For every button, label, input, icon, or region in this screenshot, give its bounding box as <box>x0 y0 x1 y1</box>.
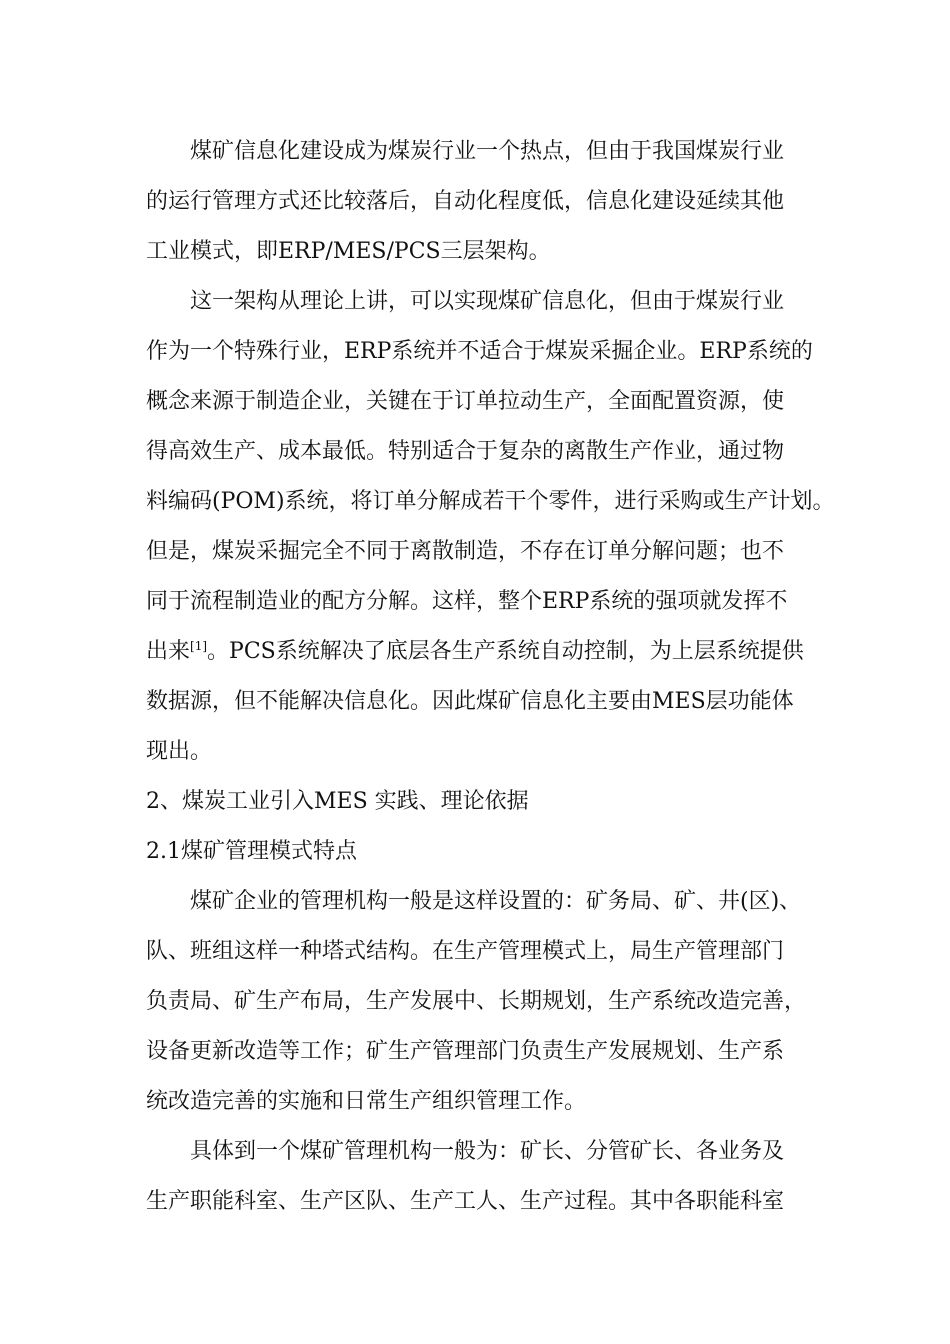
text-line-with-citation <box>146 630 811 680</box>
text-line: 同于流程制造业的配方分解。这样，整个ERP系统的强项就发挥不 <box>146 589 788 614</box>
subsection-heading: 2.1煤矿管理模式特点 <box>146 839 357 864</box>
text-line: 队、班组这样一种塔式结构。在生产管理模式上，局生产管理部门 <box>146 939 785 964</box>
paragraph-1 <box>146 130 811 280</box>
paragraph-4 <box>146 1130 811 1230</box>
text-segment: 。PCS系统解决了底层各生产系统自动控制，为上层系统提供 <box>207 639 804 664</box>
text-line: 生产职能科室、生产区队、生产工人、生产过程。其中各职能科室 <box>146 1189 785 1214</box>
text-line: 的运行管理方式还比较落后，自动化程度低，信息化建设延续其他 <box>146 189 785 214</box>
text-line: 煤矿企业的管理机构一般是这样设置的：矿务局、矿、井(区)、 <box>190 889 802 914</box>
text-line: 概念来源于制造企业，关键在于订单拉动生产，全面配置资源，使 <box>146 389 785 414</box>
paragraph-3 <box>146 880 811 1130</box>
text-line: 这一架构从理论上讲，可以实现煤矿信息化，但由于煤炭行业 <box>190 289 785 314</box>
text-line: 具体到一个煤矿管理机构一般为：矿长、分管矿长、各业务及 <box>190 1139 785 1164</box>
document-page <box>146 130 835 1230</box>
text-line: 但是，煤炭采掘完全不同于离散制造，不存在订单分解问题；也不 <box>146 539 785 564</box>
text-line: 作为一个特殊行业，ERP系统并不适合于煤炭采掘企业。ERP系统的 <box>146 339 813 364</box>
text-line: 得高效生产、成本最低。特别适合于复杂的离散生产作业，通过物 <box>146 439 785 464</box>
text-line: 统改造完善的实施和日常生产组织管理工作。 <box>146 1089 587 1114</box>
text-line: 数据源，但不能解决信息化。因此煤矿信息化主要由MES层功能体 <box>146 689 794 714</box>
text-line: 煤矿信息化建设成为煤炭行业一个热点，但由于我国煤炭行业 <box>190 139 785 164</box>
text-segment: 出来 <box>146 639 191 664</box>
citation-reference[interactable]: [1] <box>190 639 208 653</box>
paragraph-2 <box>146 280 835 780</box>
text-line: 现出。 <box>146 739 213 764</box>
text-line: 负责局、矿生产布局，生产发展中、长期规划，生产系统改造完善， <box>146 989 807 1014</box>
text-line: 工业模式，即ERP/MES/PCS三层架构。 <box>146 239 551 264</box>
text-line: 设备更新改造等工作；矿生产管理部门负责生产发展规划、生产系 <box>146 1039 785 1064</box>
section-heading: 2、煤炭工业引入MES 实践、理论依据 <box>146 789 529 814</box>
text-line: 料编码(POM)系统，将订单分解成若干个零件，进行采购或生产计划。 <box>146 489 835 514</box>
